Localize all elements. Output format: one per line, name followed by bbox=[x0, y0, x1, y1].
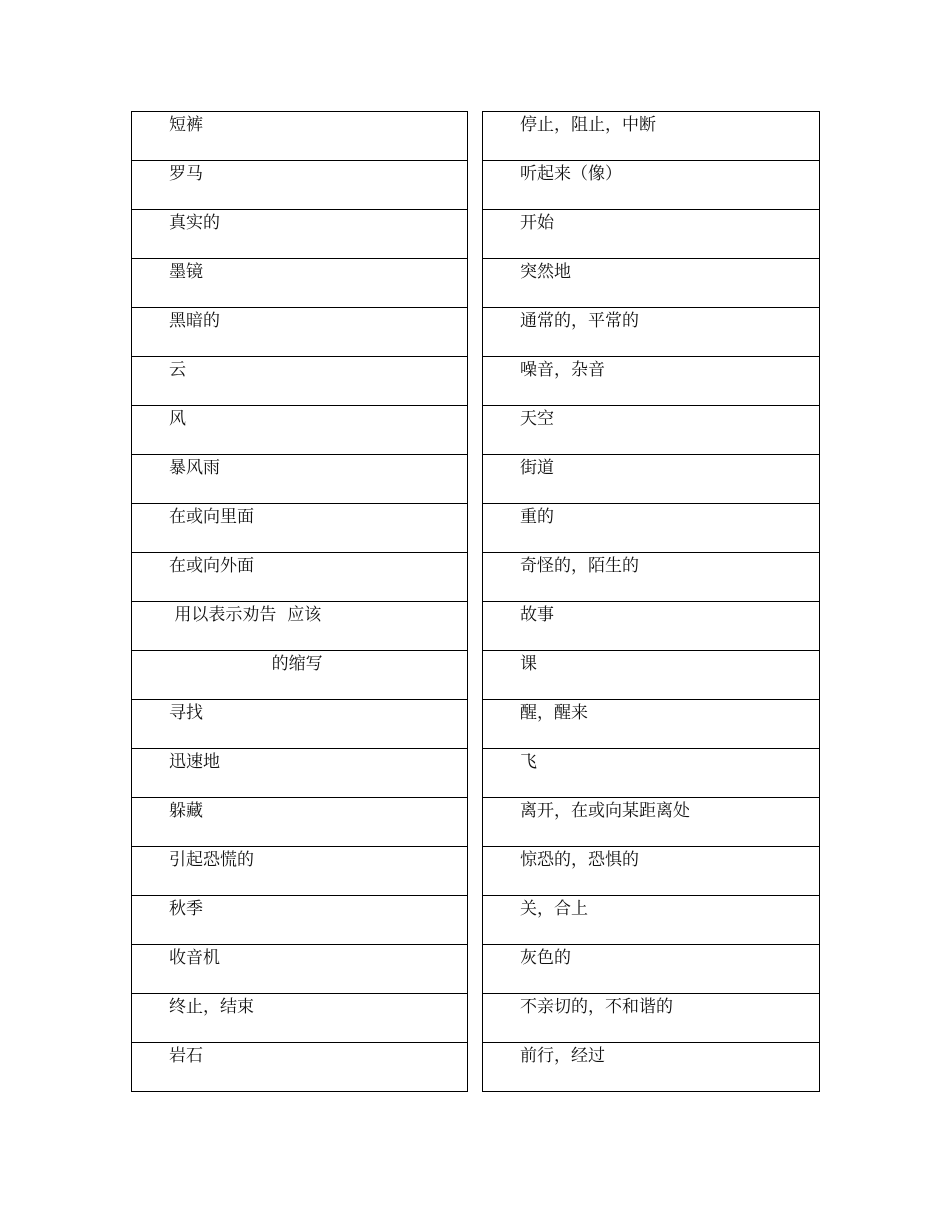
table-row bbox=[483, 455, 820, 504]
right-cell bbox=[483, 602, 820, 651]
right-cell-text: 通常的，平常的 bbox=[520, 311, 639, 331]
right-cell bbox=[483, 945, 820, 994]
right-cell bbox=[483, 112, 820, 161]
left-cell bbox=[132, 308, 468, 357]
table-row bbox=[483, 994, 820, 1043]
right-cell-text: 噪音，杂音 bbox=[520, 360, 605, 380]
right-cell-text: 醒，醒来 bbox=[520, 703, 588, 723]
right-cell bbox=[483, 1043, 820, 1092]
left-cell-text: 云 bbox=[169, 360, 186, 380]
right-cell-text: 天空 bbox=[520, 409, 554, 429]
left-cell bbox=[132, 602, 468, 651]
right-cell bbox=[483, 651, 820, 700]
right-cell-text: 灰色的 bbox=[520, 948, 571, 968]
table-row bbox=[132, 504, 468, 553]
table-row bbox=[483, 847, 820, 896]
left-cell bbox=[132, 798, 468, 847]
right-cell bbox=[483, 455, 820, 504]
left-cell bbox=[132, 847, 468, 896]
table-row bbox=[483, 602, 820, 651]
right-cell bbox=[483, 798, 820, 847]
left-cell bbox=[132, 504, 468, 553]
table-row bbox=[132, 602, 468, 651]
left-cell-text: 迅速地 bbox=[169, 752, 220, 772]
table-row bbox=[132, 553, 468, 602]
right-table-body bbox=[483, 112, 820, 1092]
table-row bbox=[132, 161, 468, 210]
table-row bbox=[483, 308, 820, 357]
left-cell bbox=[132, 651, 468, 700]
right-cell-text: 街道 bbox=[520, 458, 554, 478]
left-cell-text: 暴风雨 bbox=[169, 458, 220, 478]
left-cell-text: 罗马 bbox=[169, 164, 203, 184]
right-cell-text: 课 bbox=[520, 654, 537, 674]
left-cell-text: 躲藏 bbox=[169, 801, 203, 821]
right-cell-text: 离开，在或向某距离处 bbox=[520, 801, 690, 821]
left-cell bbox=[132, 994, 468, 1043]
left-cell bbox=[132, 357, 468, 406]
left-cell bbox=[132, 700, 468, 749]
table-row bbox=[483, 553, 820, 602]
table-row bbox=[132, 455, 468, 504]
left-cell bbox=[132, 896, 468, 945]
table-row bbox=[483, 700, 820, 749]
table-row bbox=[132, 308, 468, 357]
table-row bbox=[132, 945, 468, 994]
right-cell bbox=[483, 259, 820, 308]
left-cell-text: 的缩写 bbox=[169, 654, 323, 674]
left-cell-text: 在或向外面 bbox=[169, 556, 254, 576]
right-cell bbox=[483, 161, 820, 210]
right-cell-text: 飞 bbox=[520, 752, 537, 772]
left-cell bbox=[132, 210, 468, 259]
left-cell-text: 风 bbox=[169, 409, 186, 429]
table-row bbox=[483, 1043, 820, 1092]
left-cell bbox=[132, 1043, 468, 1092]
table-row bbox=[483, 112, 820, 161]
right-cell bbox=[483, 406, 820, 455]
left-cell-text: 终止，结束 bbox=[169, 997, 254, 1017]
right-cell bbox=[483, 308, 820, 357]
table-row bbox=[132, 112, 468, 161]
left-cell bbox=[132, 112, 468, 161]
left-cell-text: 寻找 bbox=[169, 703, 203, 723]
table-row bbox=[483, 406, 820, 455]
right-cell bbox=[483, 749, 820, 798]
right-cell bbox=[483, 504, 820, 553]
left-cell bbox=[132, 945, 468, 994]
right-cell-text: 开始 bbox=[520, 213, 554, 233]
table-row bbox=[483, 945, 820, 994]
table-row bbox=[132, 1043, 468, 1092]
table-row bbox=[483, 651, 820, 700]
right-cell-text: 停止，阻止，中断 bbox=[520, 115, 656, 135]
table-row bbox=[483, 798, 820, 847]
right-cell-text: 听起来（像） bbox=[520, 164, 622, 184]
left-table-body bbox=[132, 112, 468, 1092]
table-row bbox=[483, 504, 820, 553]
left-cell-text: 在或向里面 bbox=[169, 507, 254, 527]
right-cell bbox=[483, 700, 820, 749]
right-cell-text: 不亲切的，不和谐的 bbox=[520, 997, 673, 1017]
left-cell-text: 收音机 bbox=[169, 948, 220, 968]
left-cell-text: 岩石 bbox=[169, 1046, 203, 1066]
table-row bbox=[483, 161, 820, 210]
table-row bbox=[483, 210, 820, 259]
left-vocabulary-table bbox=[131, 111, 468, 1092]
right-cell bbox=[483, 847, 820, 896]
table-row bbox=[132, 210, 468, 259]
left-cell-text: 短裤 bbox=[169, 115, 203, 135]
left-cell bbox=[132, 406, 468, 455]
left-cell-text: 引起恐慌的 bbox=[169, 850, 254, 870]
right-cell-text: 突然地 bbox=[520, 262, 571, 282]
right-cell-text: 重的 bbox=[520, 507, 554, 527]
table-row bbox=[132, 651, 468, 700]
right-cell-text: 惊恐的，恐惧的 bbox=[520, 850, 639, 870]
table-row bbox=[132, 749, 468, 798]
left-cell bbox=[132, 553, 468, 602]
left-cell bbox=[132, 455, 468, 504]
table-row bbox=[132, 357, 468, 406]
table-row bbox=[132, 994, 468, 1043]
table-row bbox=[132, 406, 468, 455]
table-row bbox=[132, 896, 468, 945]
left-cell-text: 秋季 bbox=[169, 899, 203, 919]
table-row bbox=[132, 847, 468, 896]
right-cell-text: 前行，经过 bbox=[520, 1046, 605, 1066]
table-row bbox=[483, 896, 820, 945]
left-cell bbox=[132, 259, 468, 308]
table-row bbox=[483, 749, 820, 798]
right-vocabulary-table bbox=[482, 111, 820, 1092]
left-cell-text: 墨镜 bbox=[169, 262, 203, 282]
right-cell bbox=[483, 210, 820, 259]
right-cell bbox=[483, 553, 820, 602]
right-cell bbox=[483, 357, 820, 406]
table-row bbox=[132, 798, 468, 847]
table-row bbox=[483, 357, 820, 406]
left-cell-text: 真实的 bbox=[169, 213, 220, 233]
left-cell bbox=[132, 749, 468, 798]
right-cell-text: 故事 bbox=[520, 605, 554, 625]
table-row bbox=[132, 259, 468, 308]
table-row bbox=[132, 700, 468, 749]
right-cell bbox=[483, 896, 820, 945]
right-cell-text: 奇怪的，陌生的 bbox=[520, 556, 639, 576]
left-cell-text: 黑暗的 bbox=[169, 311, 220, 331]
right-cell bbox=[483, 994, 820, 1043]
table-row bbox=[483, 259, 820, 308]
right-cell-text: 关，合上 bbox=[520, 899, 588, 919]
left-cell bbox=[132, 161, 468, 210]
left-cell-text: 用以表示劝告 应该 bbox=[169, 605, 322, 625]
